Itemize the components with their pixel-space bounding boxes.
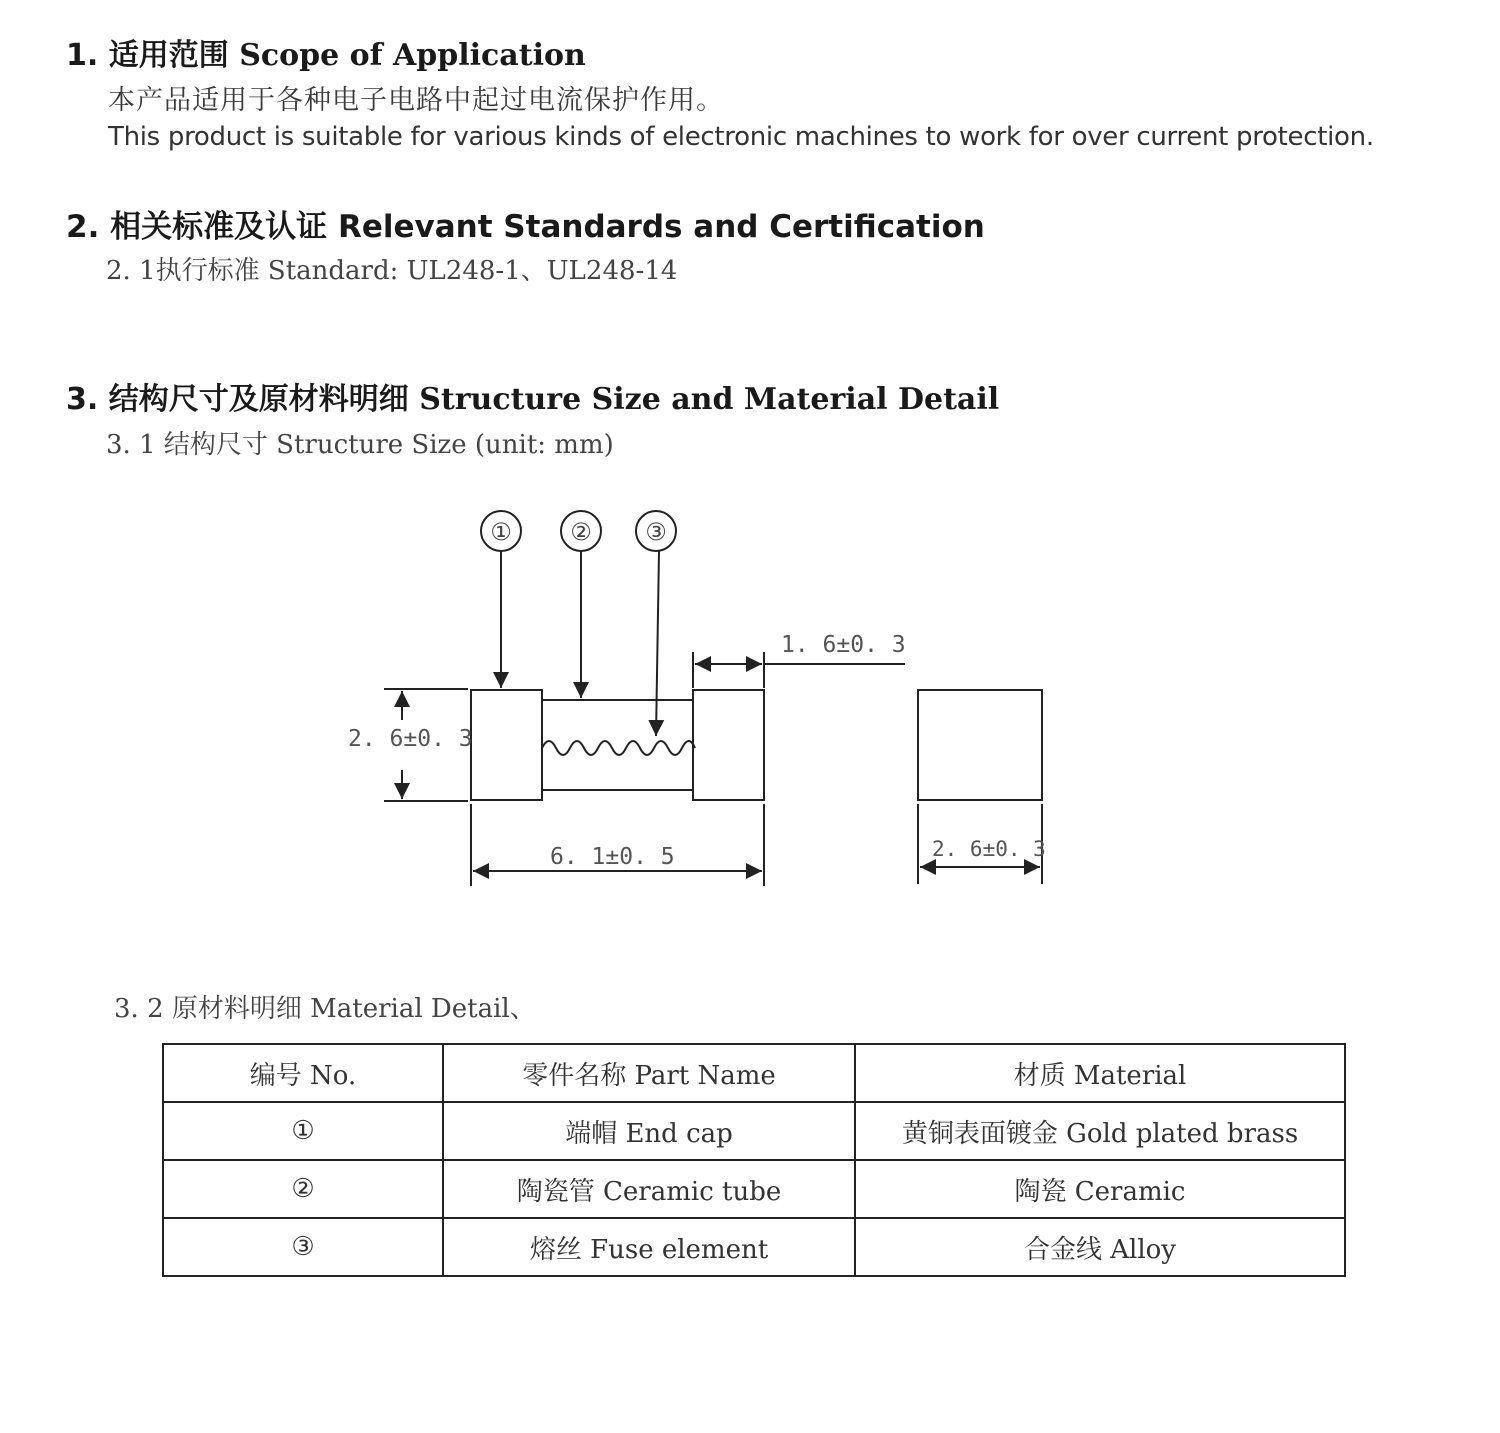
material-table: [162, 1043, 1346, 1277]
section-2-standard: 2. 1执行标准 Standard: UL248-1、UL248-14: [106, 256, 678, 286]
section-2-title-cn: 相关标准及认证: [110, 209, 328, 245]
row-1-no: ①: [163, 1102, 443, 1160]
end-cap-left: [471, 690, 542, 800]
callout-2-label: ②: [570, 518, 592, 546]
table-row: [163, 1102, 1345, 1160]
section-3-title-cn: 结构尺寸及原材料明细: [108, 382, 409, 417]
section-1-title-cn: 适用范围: [108, 38, 229, 73]
section-1-desc-cn: 本产品适用于各种电子电路中起过电流保护作用。: [108, 85, 724, 116]
side-view-square: [918, 690, 1042, 800]
header-no: 编号 No.: [163, 1044, 443, 1102]
section-2-number: 2.: [66, 209, 100, 245]
section-1-number: 1.: [66, 38, 99, 73]
row-2-no: ②: [163, 1160, 443, 1218]
row-1-material: 黄铜表面镀金 Gold plated brass: [855, 1102, 1345, 1160]
section-3-title-en: Structure Size and Material Detail: [419, 382, 1000, 417]
row-1-part-name: 端帽 End cap: [443, 1102, 855, 1160]
fuse-element-wire: [542, 741, 695, 755]
row-3-material: 合金线 Alloy: [855, 1218, 1345, 1276]
callout-3: [636, 511, 676, 551]
dim-cap-label: 1. 6±0. 3: [781, 632, 906, 658]
row-3-no: ③: [163, 1218, 443, 1276]
dim-length-label: 6. 1±0. 5: [550, 844, 675, 870]
section-3-number: 3.: [66, 382, 99, 417]
table-row: [163, 1160, 1345, 1218]
dim-side-label: 2. 6±0. 3: [932, 837, 1046, 861]
row-2-material: 陶瓷 Ceramic: [855, 1160, 1345, 1218]
end-cap-right: [693, 690, 764, 800]
row-2-part-name: 陶瓷管 Ceramic tube: [443, 1160, 855, 1218]
callout-3-label: ③: [645, 518, 667, 546]
table-header-row: [163, 1044, 1345, 1102]
header-material: 材质 Material: [855, 1044, 1345, 1102]
callout-1-label: ①: [490, 518, 512, 546]
header-part-name: 零件名称 Part Name: [443, 1044, 855, 1102]
row-3-part-name: 熔丝 Fuse element: [443, 1218, 855, 1276]
callout-1: [481, 511, 521, 551]
callout-2: [561, 511, 601, 551]
section-2-title-en: Relevant Standards and Certification: [337, 209, 985, 245]
dim-height-label: 2. 6±0. 3: [348, 726, 473, 752]
section-1-title-en: Scope of Application: [239, 38, 586, 73]
section-1-desc-en: This product is suitable for various kinds of electronic machines to work for over current protection.: [108, 122, 1374, 152]
table-row: [163, 1218, 1345, 1276]
section-3-sub1: 3. 1 结构尺寸 Structure Size (unit: mm): [106, 430, 614, 460]
leader-line-3: [656, 551, 659, 736]
section-3-sub2: 3. 2 原材料明细 Material Detail、: [114, 994, 536, 1024]
